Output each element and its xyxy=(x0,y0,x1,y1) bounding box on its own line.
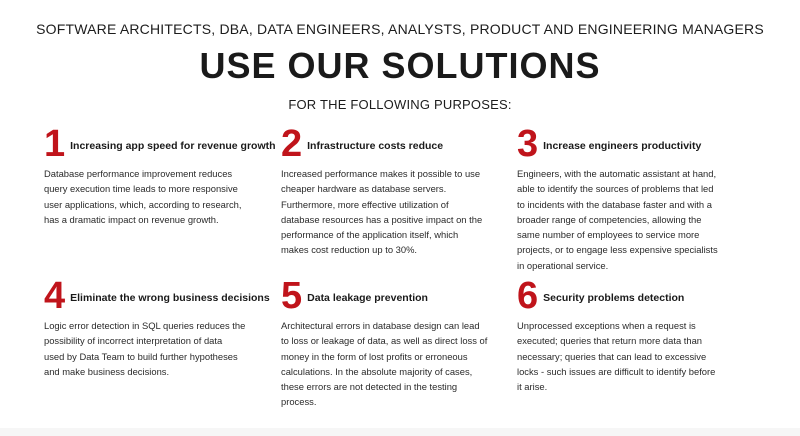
description-line: in operational service. xyxy=(517,259,609,271)
card-header xyxy=(281,277,517,315)
page-title: USE OUR SOLUTIONS xyxy=(199,45,601,86)
page-subtitle: FOR THE FOLLOWING PURPOSES: xyxy=(288,97,512,112)
description-line: user applications, which, according to research, xyxy=(44,198,242,210)
card-title: Data leakage prevention xyxy=(307,292,428,304)
description-line: cheaper hardware as database servers. xyxy=(281,183,447,195)
card-description xyxy=(281,166,517,258)
description-line: broader range of competencies, allowing the xyxy=(517,213,702,225)
description-line: executed; queries that return more data than xyxy=(517,335,703,347)
description-line: performance of the application itself, which xyxy=(281,229,459,241)
description-line: projects, or to engage less expensive specialists xyxy=(517,244,718,256)
card-description xyxy=(44,318,280,379)
description-line: query execution time leads to more responsive xyxy=(44,183,238,195)
description-line: has a dramatic impact on revenue growth. xyxy=(44,213,219,225)
card-header xyxy=(517,277,753,315)
purpose-card-6 xyxy=(517,277,753,394)
card-description xyxy=(517,318,753,394)
description-line: Increased performance makes it possible to use xyxy=(281,168,481,179)
description-line: able to identify the sources of problems that led xyxy=(517,183,714,195)
card-number: 6 xyxy=(517,275,539,317)
description-line: Logic error detection in SQL queries reduces the xyxy=(44,320,246,331)
card-header xyxy=(44,277,280,315)
description-line: process. xyxy=(281,396,317,408)
description-line: calculations. In the absolute majority of cases, xyxy=(281,365,473,377)
description-line: money in the form of lost profits or erroneous xyxy=(281,350,468,362)
purpose-card-4 xyxy=(44,277,280,379)
description-line: possibility of incorrect interpretation of data xyxy=(44,335,223,347)
description-line: Database performance improvement reduces xyxy=(44,168,233,179)
description-line: Furthermore, more effective utilization of xyxy=(281,198,449,210)
card-title: Increase engineers productivity xyxy=(543,140,702,152)
card-number: 1 xyxy=(44,123,66,165)
card-number: 3 xyxy=(517,123,539,165)
description-line: these errors are not detected in the testing xyxy=(281,381,458,393)
description-line: to incidents with the database faster and with a xyxy=(517,198,712,210)
description-line: makes cost reduction up to 30%. xyxy=(281,244,418,256)
card-number: 4 xyxy=(44,275,66,317)
audience-line: SOFTWARE ARCHITECTS, DBA, DATA ENGINEERS, ANALYSTS, PRODUCT AND ENGINEERING MANAGERS xyxy=(36,21,764,37)
description-line: necessary; queries that can lead to excessive xyxy=(517,350,707,362)
card-description xyxy=(281,318,517,410)
purpose-card-3 xyxy=(517,125,753,273)
card-number: 2 xyxy=(281,123,303,165)
card-title: Infrastructure costs reduce xyxy=(307,140,444,152)
purpose-card-5 xyxy=(281,277,517,410)
description-line: locks - such issues are difficult to identify before xyxy=(517,365,716,377)
card-header xyxy=(281,125,517,163)
card-title: Security problems detection xyxy=(543,292,685,304)
description-line: Engineers, with the automatic assistant at hand, xyxy=(517,168,717,179)
card-description xyxy=(44,166,280,227)
description-line: to loss or leakage of data, as well as direct loss of xyxy=(281,335,488,347)
card-description xyxy=(517,166,753,273)
description-line: it arise. xyxy=(517,381,548,393)
card-number: 5 xyxy=(281,275,303,317)
description-line: database resources has a positive impact on the xyxy=(281,213,483,225)
description-line: same number of employees to service more xyxy=(517,229,700,241)
card-title: Eliminate the wrong business decisions xyxy=(70,292,270,304)
description-line: Architectural errors in database design can lead xyxy=(281,320,480,331)
description-line: Unprocessed exceptions when a request is xyxy=(517,320,696,331)
description-line: and make business decisions. xyxy=(44,365,170,377)
purpose-card-2 xyxy=(281,125,517,258)
description-line: used by Data Team to build further hypotheses xyxy=(44,350,238,362)
card-header xyxy=(517,125,753,163)
purpose-card-1 xyxy=(44,125,280,227)
card-header xyxy=(44,125,280,163)
card-title: Increasing app speed for revenue growth xyxy=(70,140,276,152)
bottom-divider xyxy=(0,428,800,436)
